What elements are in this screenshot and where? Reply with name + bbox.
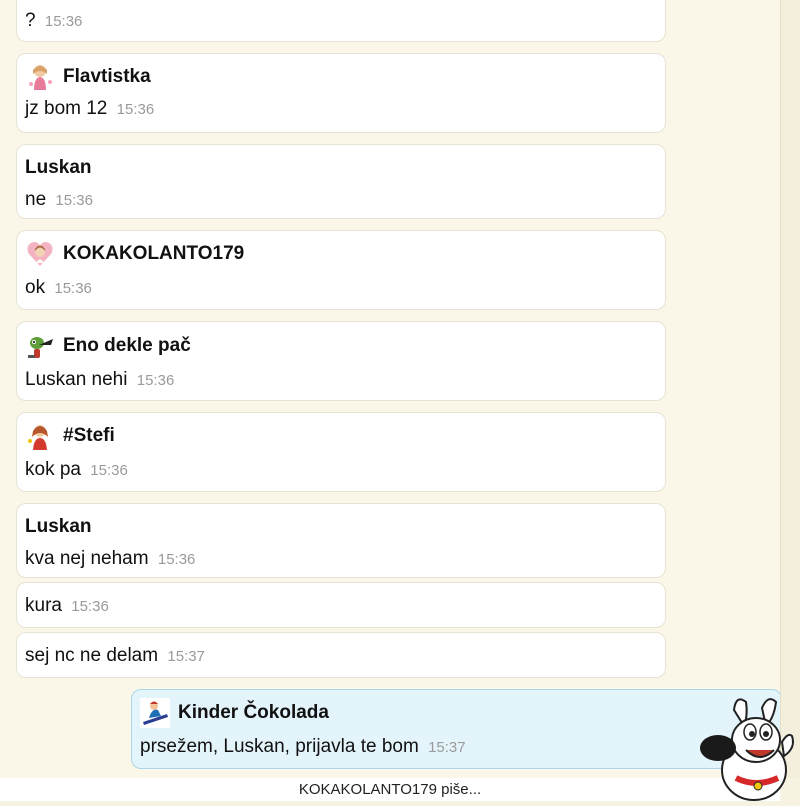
message-text: kva nej neham <box>25 548 149 569</box>
message-text-row <box>25 368 657 393</box>
message-text-row <box>140 735 773 760</box>
message-author[interactable] <box>25 156 657 180</box>
message-text: ne <box>25 189 47 210</box>
author-name: KOKAKOLANTO179 <box>63 243 245 264</box>
message-bubble <box>16 53 666 133</box>
girl-avatar-icon[interactable] <box>25 62 55 92</box>
own-message-bubble <box>131 689 782 769</box>
message-text: kura <box>25 595 62 616</box>
message-bubble <box>16 144 666 219</box>
message-time: 15:37 <box>167 648 205 665</box>
message-text: ? <box>25 10 36 31</box>
author-name: #Stefi <box>63 425 115 446</box>
message-author[interactable] <box>25 515 657 539</box>
message-time: 15:36 <box>136 372 175 389</box>
message-text: ok <box>25 277 46 298</box>
author-name: Eno dekle pač <box>63 335 191 356</box>
message-author[interactable] <box>25 65 657 89</box>
message-text-row <box>25 188 657 213</box>
author-name: Luskan <box>25 157 92 178</box>
message-bubble <box>16 503 666 578</box>
message-author[interactable] <box>25 242 657 266</box>
message-time: 15:36 <box>71 598 109 615</box>
message-author[interactable] <box>140 701 773 725</box>
author-name: Luskan <box>25 516 92 537</box>
message-text: prsežem, Luskan, prijavla te bom <box>140 736 419 757</box>
message-time: 15:37 <box>428 739 466 756</box>
typing-text: KOKAKOLANTO179 piše... <box>298 781 482 798</box>
message-bubble <box>16 412 666 492</box>
message-text: kok pa <box>25 459 81 480</box>
author-name: Kinder Čokolada <box>178 702 329 723</box>
scrollbar-track[interactable] <box>780 0 800 778</box>
message-time: 15:36 <box>157 551 196 568</box>
cartoon-avatar-icon[interactable] <box>25 331 55 361</box>
message-text-row <box>25 458 657 483</box>
message-time: 15:36 <box>90 462 128 479</box>
message-bubble <box>16 230 666 310</box>
message-author[interactable] <box>25 424 657 448</box>
dog-mascot-icon[interactable] <box>692 692 800 801</box>
message-text-row <box>25 644 657 669</box>
message-text: jz bom 12 <box>25 98 108 119</box>
message-text-row <box>25 594 657 619</box>
message-time: 15:36 <box>116 101 155 118</box>
message-text-row <box>25 276 657 301</box>
author-name: Flavtistka <box>63 66 151 87</box>
message-bubble <box>16 321 666 401</box>
message-bubble <box>16 0 666 42</box>
message-text-row <box>25 547 657 572</box>
snowboard-avatar-icon[interactable] <box>140 698 170 728</box>
message-bubble <box>16 582 666 628</box>
girl-avatar-icon[interactable] <box>25 421 55 451</box>
message-author[interactable] <box>25 334 657 358</box>
message-time: 15:36 <box>54 280 92 297</box>
heart-avatar-icon[interactable] <box>25 239 55 269</box>
message-text-row <box>25 97 657 122</box>
message-time: 15:36 <box>44 13 83 30</box>
message-bubble <box>16 632 666 678</box>
message-text-row <box>25 0 657 34</box>
message-text: sej nc ne delam <box>25 645 159 666</box>
message-text: Luskan nehi <box>25 369 128 390</box>
typing-indicator <box>0 778 780 801</box>
message-time: 15:36 <box>55 192 93 209</box>
